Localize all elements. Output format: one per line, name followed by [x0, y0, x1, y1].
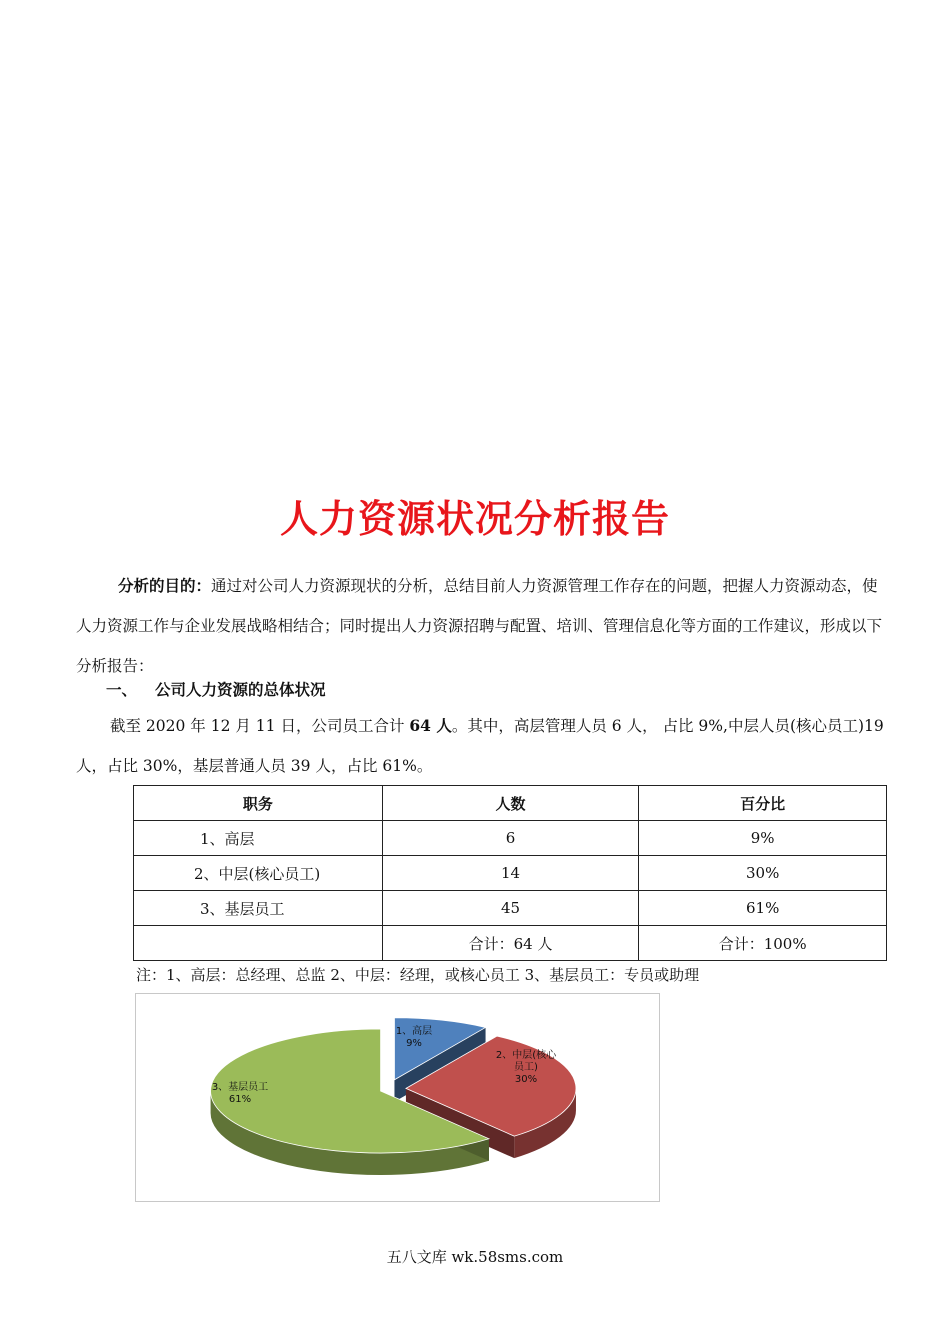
- table-row: [134, 821, 887, 856]
- table-cell: 9%: [639, 821, 887, 856]
- pie-data-label: 1、高层: [395, 1026, 433, 1037]
- summary-total: 64 人: [409, 716, 452, 735]
- table-header: 人数: [382, 786, 639, 821]
- pie-data-label: 员工): [514, 1062, 538, 1073]
- summary-before: 截至 2020 年 12 月 11 日，公司员工合计: [110, 717, 410, 735]
- table-cell: 6: [382, 821, 639, 856]
- footer-watermark: 五八文库 wk.58sms.com: [386, 1248, 564, 1266]
- table-header: 百分比: [639, 786, 887, 821]
- table-row: [134, 856, 887, 891]
- pie-data-label: 9%: [406, 1038, 422, 1049]
- table-cell: 合计：64 人: [382, 926, 639, 961]
- headcount-table: [133, 785, 887, 961]
- pie-chart: [136, 994, 659, 1201]
- table-cell: 45: [382, 891, 639, 926]
- intro-paragraph: [76, 566, 888, 686]
- pie-data-label: 30%: [514, 1074, 538, 1085]
- table-cell: 61%: [639, 891, 887, 926]
- table-cell: 30%: [639, 856, 887, 891]
- table-cell: 合计：100%: [639, 926, 887, 961]
- table-cell: 3、基层员工: [134, 891, 383, 926]
- table-header-row: [134, 786, 887, 821]
- table-cell: 2、中层(核心员工): [134, 856, 383, 891]
- intro-lead: 分析的目的：: [118, 576, 212, 595]
- pie-data-label: 3、基层员工: [211, 1082, 269, 1093]
- table-note: 注：1、高层：总经理、总监 2、中层：经理，或核心员工 3、基层员工：专员或助理: [136, 966, 700, 984]
- intro-text: 通过对公司人力资源现状的分析，总结目前人力资源管理工作存在的问题，把握人力资源动态，使人力资源工作与企业发展战略相结合；同时提出人力资源招聘与配置、培训、管理信息化等方面的工作建议，形成以下分析报告：: [76, 577, 883, 675]
- report-title: 人力资源状况分析报告: [279, 497, 670, 541]
- table-cell: 1、高层: [134, 821, 383, 856]
- table-cell: [134, 926, 383, 961]
- table-header: 职务: [134, 786, 383, 821]
- pie-chart-frame: [135, 993, 660, 1202]
- section-title: 公司人力资源的总体状况: [155, 681, 326, 699]
- section-number: 一、: [106, 681, 138, 699]
- pie-data-label: 61%: [228, 1094, 252, 1105]
- table-row: [134, 891, 887, 926]
- pie-data-label: 2、中层(核心: [495, 1050, 557, 1061]
- table-total-row: [134, 926, 887, 961]
- section-heading: [106, 678, 326, 700]
- table-cell: 14: [382, 856, 639, 891]
- summary-after: 。其中，高层管理人员 6 人， 占比 9%,中层人员(核心员工)19 人，占比 30%，基层普通人员 39 人，占比 61%。: [76, 717, 884, 775]
- summary-paragraph: [76, 706, 888, 786]
